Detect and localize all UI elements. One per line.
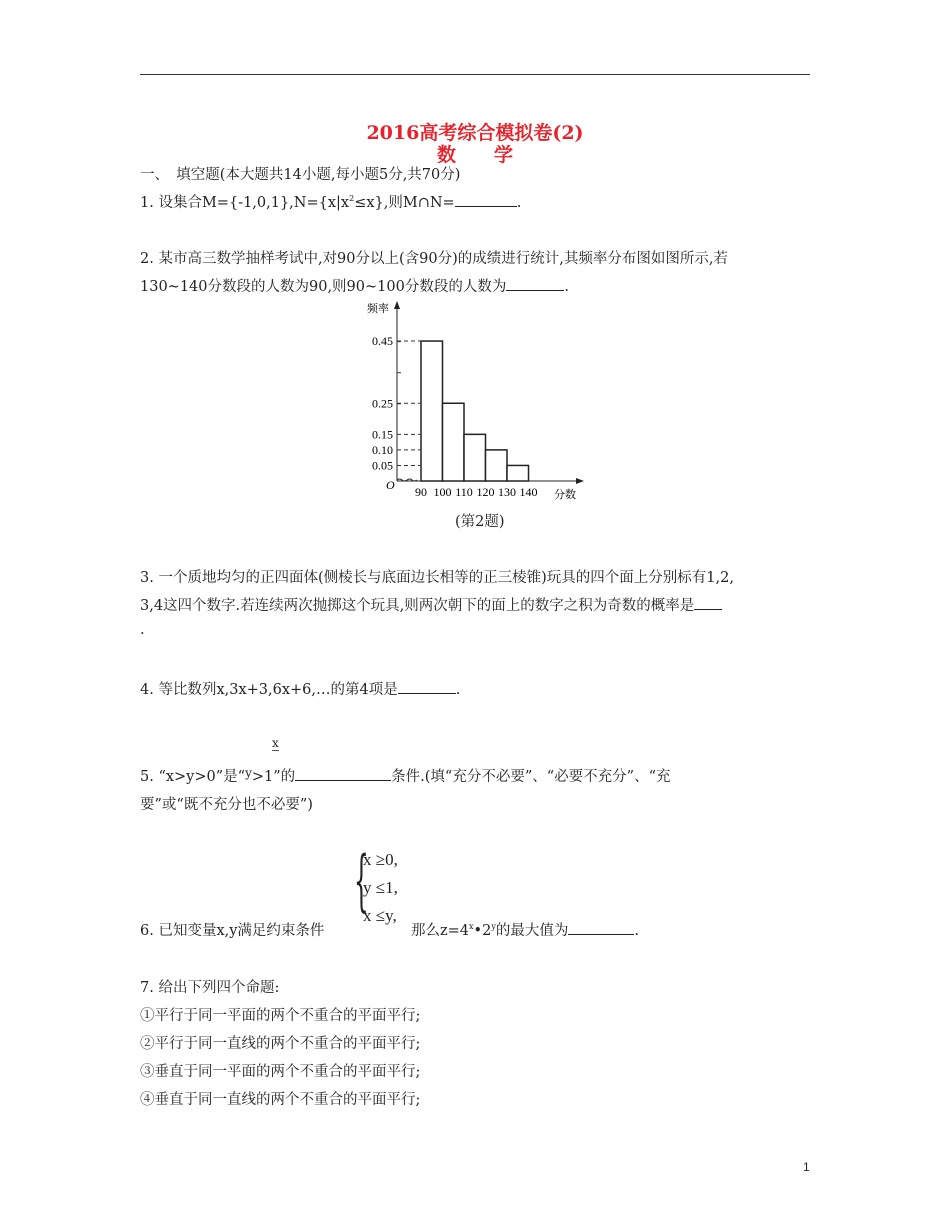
q6-exp-y: y xyxy=(491,922,496,932)
exam-title: 2016高考综合模拟卷(2) xyxy=(366,122,584,144)
q4-end: . xyxy=(455,682,461,698)
answer-blank xyxy=(694,597,722,610)
y-tick-label: 0.05 xyxy=(372,458,393,473)
q6-text-2: •2 xyxy=(473,923,492,939)
q1-text: 1. 设集合M={-1,0,1},N={x|x xyxy=(140,195,350,211)
question-5-line-2: 要”或“既不充分也不必要”) xyxy=(140,797,313,813)
frequency-histogram xyxy=(340,295,600,505)
question-2-line-2 xyxy=(140,275,569,296)
histogram-bar xyxy=(486,450,508,481)
q1-sup: 2 xyxy=(349,194,355,204)
page-number: 1 xyxy=(803,1160,810,1174)
q5-text: 5. “x>y>0”是“ xyxy=(140,769,246,785)
answer-blank xyxy=(568,922,634,935)
question-2-line-1: 2. 某市高三数学抽样考试中,对90分以上(含90分)的成绩进行统计,其频率分布图如图所示,若 xyxy=(140,251,728,267)
y-tick-label: 0.25 xyxy=(372,396,393,411)
y-tick-label: 0.10 xyxy=(372,442,393,457)
y-tick-label: 0.15 xyxy=(372,427,393,442)
x-axis-label: 分数 xyxy=(554,488,576,501)
question-3-line-1: 3. 一个质地均匀的正四面体(侧棱长与底面边长相等的正三棱锥)玩具的四个面上分别标有1,2, xyxy=(140,570,734,586)
x-tick-label: 130 xyxy=(498,485,516,499)
proposition-4: ④垂直于同一直线的两个不重合的平面平行; xyxy=(140,1092,421,1108)
q1-text-2: ≤x},则M∩N= xyxy=(354,195,455,211)
histogram-bar xyxy=(443,403,465,481)
q2-text: 130~140分数段的人数为90,则90~100分数段的人数为 xyxy=(140,279,507,295)
constraint-3: x ≤y, xyxy=(363,906,397,925)
q1-end: . xyxy=(516,195,522,211)
answer-blank xyxy=(295,768,391,781)
x-tick-label: 120 xyxy=(476,485,495,499)
proposition-1: ①平行于同一平面的两个不重合的平面平行; xyxy=(140,1008,421,1024)
answer-blank xyxy=(398,681,456,694)
figure-caption: (第2题) xyxy=(455,514,505,530)
q3-text: 3,4这四个数字.若连续两次抛掷这个玩具,则两次朝下的面上的数字之积为奇数的概率是 xyxy=(140,598,695,614)
x-tick-label: 110 xyxy=(455,485,473,499)
q5-text-3: 条件.(填“充分不必要”、“必要不充分”、“充 xyxy=(391,769,671,785)
question-4 xyxy=(140,678,460,699)
x-tick-label: 140 xyxy=(519,485,538,499)
constraint-1: x ≥0, xyxy=(363,850,398,869)
q4-text: 4. 等比数列x,3x+3,6x+6,…的第4项是 xyxy=(140,682,398,698)
question-3-line-3: . xyxy=(140,622,145,638)
brace: { xyxy=(354,842,369,919)
x-tick-label: 100 xyxy=(433,485,452,499)
q6-text-3: 的最大值为 xyxy=(495,923,569,939)
header-rule xyxy=(140,74,810,75)
x-axis-arrow xyxy=(576,478,584,484)
q2-end: . xyxy=(564,279,569,295)
q6-end: . xyxy=(634,923,639,939)
answer-blank xyxy=(455,194,517,207)
q5-numerator: x xyxy=(272,736,279,750)
section-heading: 一、 填空题(本大题共14小题,每小题5分,共70分) xyxy=(140,167,461,183)
histogram-bar xyxy=(507,465,529,481)
q5-text-2: >1”的 xyxy=(251,769,296,785)
constraint-2: y ≤1, xyxy=(363,878,398,897)
y-axis-label: 频率 xyxy=(367,302,389,315)
question-5-line-1 xyxy=(140,765,671,786)
origin-label: O xyxy=(386,478,395,492)
proposition-3: ③垂直于同一平面的两个不重合的平面平行; xyxy=(140,1064,421,1080)
question-6-b xyxy=(411,919,639,940)
question-7-intro: 7. 给出下列四个命题: xyxy=(140,980,280,996)
answer-blank xyxy=(506,278,564,291)
subject-title: 数 学 xyxy=(436,144,513,166)
q6-exp-x: x xyxy=(469,922,474,932)
question-1 xyxy=(140,191,521,212)
proposition-2: ②平行于同一直线的两个不重合的平面平行; xyxy=(140,1036,421,1052)
histogram-bar xyxy=(464,434,486,481)
question-3-line-2 xyxy=(140,594,722,615)
y-tick-label: 0.45 xyxy=(372,334,393,349)
q5-denominator: y xyxy=(245,766,252,780)
x-tick-label: 90 xyxy=(415,485,427,499)
histogram-bar xyxy=(421,341,443,481)
question-6-a: 6. 已知变量x,y满足约束条件 xyxy=(140,923,325,939)
q6-text: 那么z=4 xyxy=(411,923,470,939)
y-axis-arrow xyxy=(394,301,400,309)
